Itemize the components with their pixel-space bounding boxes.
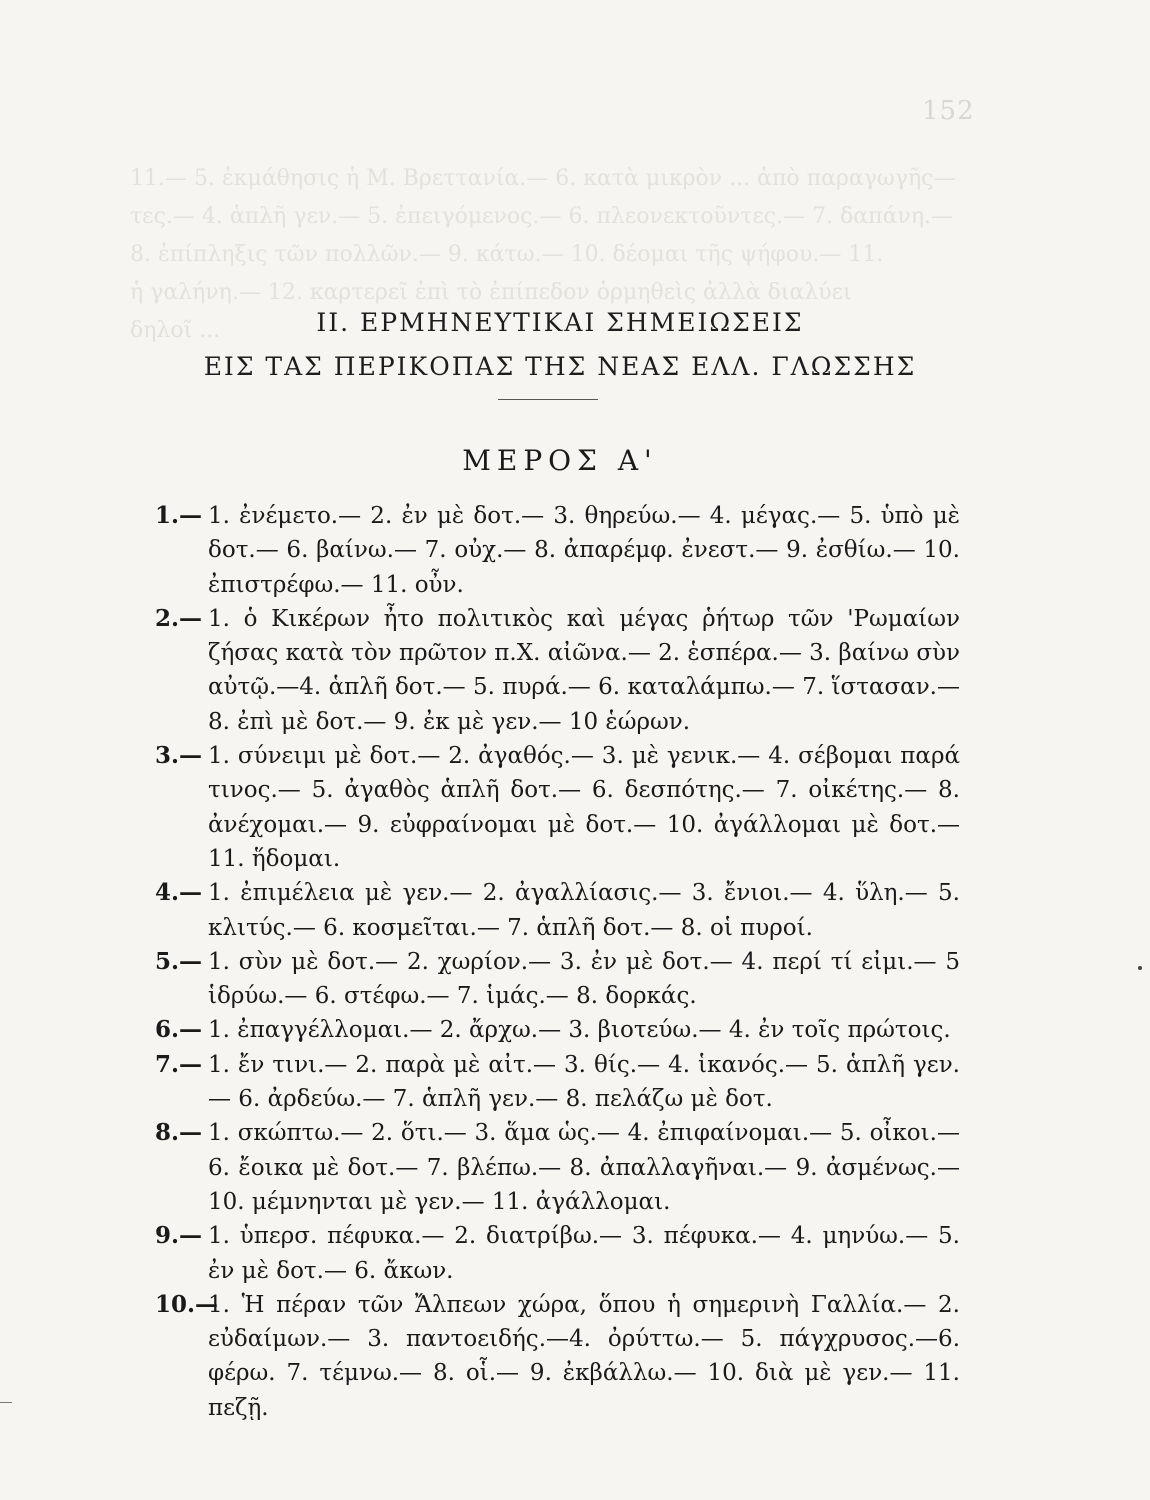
entry-number: 10.— — [155, 1290, 219, 1318]
entry-number: 4.— — [155, 879, 203, 907]
section-heading-line-2: ΕΙΣ ΤΑΣ ΠΕΡΙΚΟΠΑΣ ΤΗΣ ΝΕΑΣ ΕΛΛ. ΓΛΩΣΣΗΣ — [203, 352, 917, 381]
list-item — [155, 499, 960, 602]
entry-text: 1. ἐπιμέλεια μὲ γεν.— 2. ἀγαλλίασις.— 3. ἔνιοι.— 4. ὕλη.— 5. κλιτύς.— 6. κοσμεῖται.— 7. ἁπλῆ δοτ.— 8. οἱ πυροί. — [208, 880, 960, 941]
part-title: ΜΕΡΟΣ Α' — [462, 444, 658, 477]
entry-text: 1. Ἡ πέραν τῶν Ἄλπεων χώρα, ὅπου ἡ σημερινὴ Γαλλία.— 2. εὐδαίμων.— 3. παντοειδής.—4. ὀρύττω.— 5. πάγχρυσος.—6. φέρω. 7. τέμνω.— 8. οἷ.— 9. ἐκβάλλω.— 10. διὰ μὲ γεν.— 11. πεζῇ. — [208, 1291, 960, 1421]
entry-text: 1. σύνειμι μὲ δοτ.— 2. ἀγαθός.— 3. μὲ γενικ.— 4. σέβομαι παρά τινος.— 5. ἀγαθὸς ἁπλῆ δοτ.— 6. δεσπότης.— 7. οἰκέτης.— 8. ἀνέχομαι.— 9. εὐφραίνομαι μὲ δοτ.— 10. ἀγάλλομαι μὲ δοτ.— 11. ἥδομαι. — [208, 743, 960, 872]
entry-number: 1.— — [155, 502, 203, 529]
entry-text: 1. ὁ Κικέρων ἦτο πολιτικὸς καὶ μέγας ῥήτωρ τῶν 'Ρωμαίων ζήσας κατὰ τὸν πρῶτον π.Χ. αἰῶνα.— 2. ἑσπέρα.— 3. βαίνω σὺν αὐτῷ.—4. ἁπλῆ δοτ.— 5. πυρά.— 6. καταλάμπω.— 7. ἵστασαν.— 8. ἐπὶ μὲ δοτ.— 9. ἐκ μὲ γεν.— 10 ἑώρων. — [208, 605, 960, 735]
bleed-line: δηλοῖ ... — [130, 318, 221, 343]
entry-text: 1. ἐπαγγέλλομαι.— 2. ἄρχω.— 3. βιοτεύω.— 4. ἐν τοῖς πρώτοις. — [208, 1017, 951, 1044]
heading-divider — [498, 399, 598, 400]
scan-speck — [1138, 966, 1142, 970]
list-item — [155, 1288, 960, 1425]
entry-number: 5.— — [155, 947, 203, 975]
bleed-line: 11.— 5. ἐκμάθησις ἡ Μ. Βρεττανία.— 6. κατὰ μικρὸν ... ἀπὸ παραγωγῆς— — [130, 166, 956, 191]
entry-number: 2.— — [155, 604, 203, 632]
list-item — [155, 1116, 960, 1219]
bleed-line: ἡ γαλήνη.— 12. καρτερεῖ ἐπὶ τὸ ἐπίπεδον ὁρμηθεὶς ἀλλὰ διαλύει — [130, 280, 852, 305]
entry-number: 6.— — [155, 1016, 203, 1044]
entry-number: 8.— — [155, 1119, 203, 1147]
bleed-line: τες.— 4. ἁπλῆ γεν.— 5. ἐπειγόμενος.— 6. πλεονεκτοῦντες.— 7. δαπάνη.— — [130, 204, 954, 229]
entry-text: 1. ὑπερσ. πέφυκα.— 2. διατρίβω.— 3. πέφυκα.— 4. μηνύω.— 5. ἐν μὲ δοτ.— 6. ἄκων. — [208, 1223, 960, 1284]
scan-edge-line — [0, 1402, 12, 1403]
section-heading-line-1: II. ΕΡΜΗΝΕΥΤΙΚΑΙ ΣΗΜΕΙΩΣΕΙΣ — [316, 308, 804, 337]
entry-text: 1. σκώπτω.— 2. ὅτι.— 3. ἅμα ὡς.— 4. ἐπιφαίνομαι.— 5. οἶκοι.— 6. ἔοικα μὲ δοτ.— 7. βλέπω.— 8. ἀπαλλαγῆναι.— 9. ἀσμένως.— 10. μέμνηνται μὲ γεν.— 11. ἀγάλλομαι. — [208, 1120, 960, 1215]
list-item — [155, 945, 960, 1014]
list-item — [155, 1219, 960, 1288]
bleed-line: 8. ἐπίπληξις τῶν πολλῶν.— 9. κάτω.— 10. δέομαι τῆς ψήφου.— 11. — [130, 242, 884, 267]
list-item — [155, 1048, 960, 1117]
page-number: 152 — [922, 96, 975, 126]
list-item — [155, 739, 960, 876]
list-item — [155, 876, 960, 945]
entry-number: 7.— — [155, 1050, 203, 1078]
entry-text: 1. σὺν μὲ δοτ.— 2. χωρίον.— 3. ἐν μὲ δοτ.— 4. περί τί εἰμι.— 5 ἱδρύω.— 6. στέφω.— 7. ἱμάς.— 8. δορκάς. — [208, 948, 960, 1010]
entry-text: 1. ἐνέμετο.— 2. ἐν μὲ δοτ.— 3. θηρεύω.— 4. μέγας.— 5. ὑπὸ μὲ δοτ.— 6. βαίνω.— 7. οὐχ.— 8. ἀπαρέμφ. ἐνεστ.— 9. ἐσθίω.— 10. ἐπιστρέφω.— 11. οὖν. — [208, 503, 960, 598]
entry-number: 9.— — [155, 1222, 203, 1250]
answers-list — [155, 499, 960, 1425]
list-item — [155, 1013, 960, 1047]
list-item — [155, 602, 960, 739]
entry-text: 1. ἔν τινι.— 2. παρὰ μὲ αἰτ.— 3. θίς.— 4. ἱκανός.— 5. ἁπλῆ γεν.— 6. ἀρδεύω.— 7. ἁπλῆ γεν.— 8. πελάζω μὲ δοτ. — [208, 1051, 960, 1113]
entry-number: 3.— — [155, 742, 203, 770]
